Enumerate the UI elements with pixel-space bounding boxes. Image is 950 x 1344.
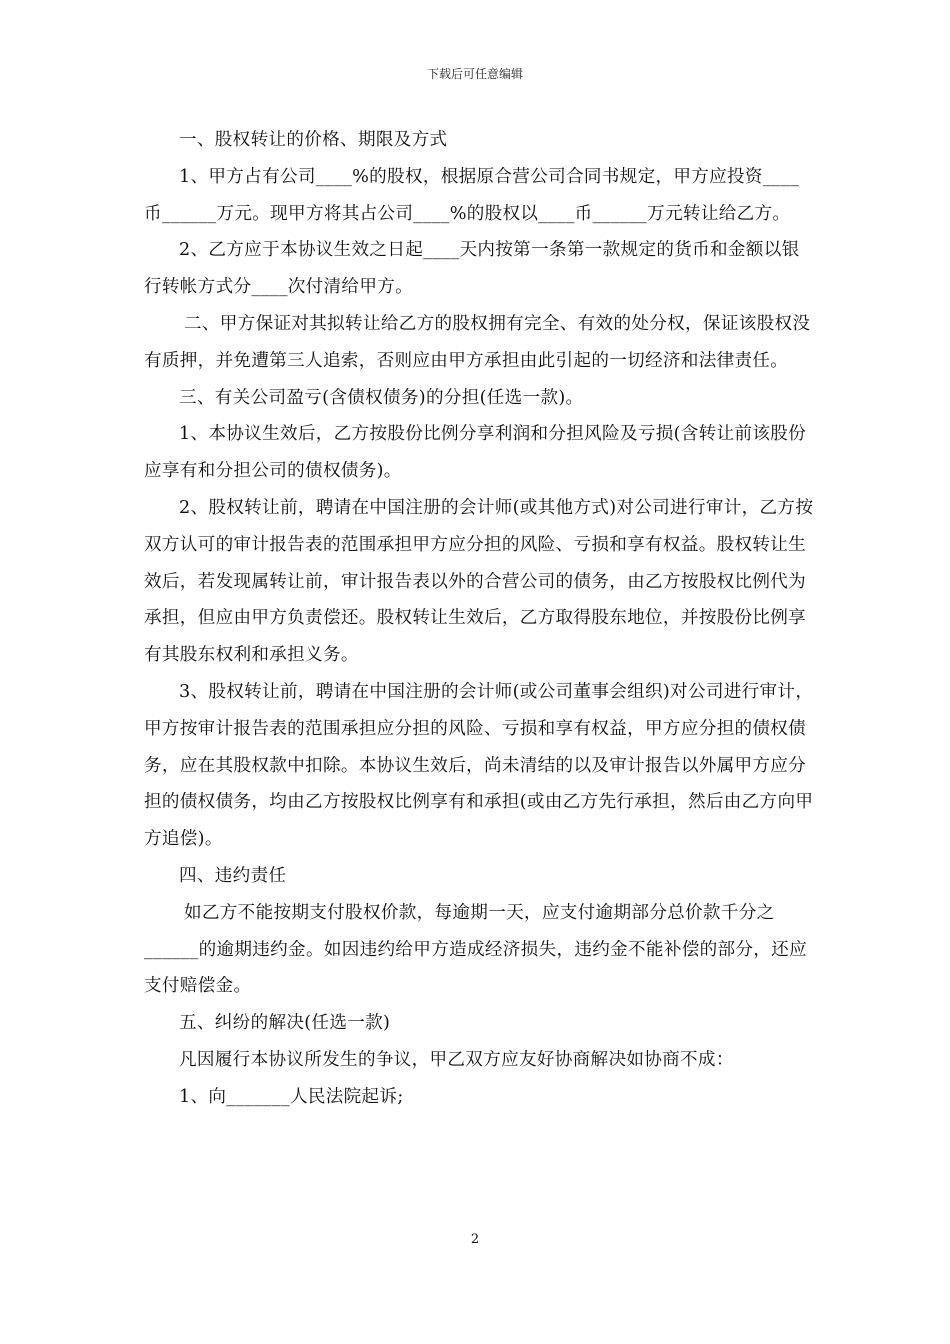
section-heading-liability: 四、违约责任: [179, 865, 287, 886]
clause-paragraph: 1、本协议生效后，乙方按股份比例分享利润和分担风险及亏损(含转让前该股份应享有和分担公司的债权债务)。: [144, 424, 807, 482]
section-paragraph-guarantee: 二、甲方保证对其拟转让给乙方的股权拥有完全、有效的处分权，保证该股权没有质押，并免遭第三人追索，否则应由甲方承担由此引起的一切经济和法律责任。: [144, 313, 811, 371]
clause-paragraph: 2、乙方应于本协议生效之日起____天内按第一条第一款规定的货币和金额以银行转帐方式分____次付清给甲方。: [144, 240, 800, 298]
clause-paragraph: 3、股权转让前，聘请在中国注册的会计师(或公司董事会组织)对公司进行审计，甲方按审计报告表的范围承担应分担的风险、亏损和享有权益，甲方应分担的债权债务，应在其股权款中扣除。本协议生效后，尚未清结的以及审计报告以外属甲方应分担的债权债务，均由乙方按股权比例享有和承担(或由乙方先行承担，然后由乙方向甲方追偿)。: [144, 681, 814, 850]
document-body: [144, 122, 816, 1116]
clause-paragraph: 1、向_______人民法院起诉;: [179, 1086, 404, 1107]
clause-paragraph: 如乙方不能按期支付股权价款，每逾期一天，应支付逾期部分总价款千分之______的逾期违约金。如因违约给甲方造成经济损失，违约金不能补偿的部分，还应支付赔偿金。: [144, 902, 807, 997]
section-heading-price: 一、股权转让的价格、期限及方式: [179, 130, 448, 150]
clause-paragraph: 2、股权转让前，聘请在中国注册的会计师(或其他方式)对公司进行审计，乙方按双方认可的审计报告表的范围承担甲方应分担的风险、亏损和享有权益。股权转让生效后，若发现属转让前，审计报告表以外的合营公司的债务，由乙方按股权比例代为承担，但应由甲方负责偿还。股权转让生效后，乙方取得股东地位，并按股份比例享有其股东权利和承担义务。: [144, 497, 814, 666]
page-number: 2: [470, 1232, 480, 1247]
clause-paragraph: 1、甲方占有公司____%的股权，根据原合营公司合同书规定，甲方应投资____币______万元。现甲方将其占公司____%的股权以____币______万元转让给乙方。: [144, 166, 800, 224]
clause-paragraph: 凡因履行本协议所发生的争议，甲乙双方应友好协商解决如协商不成：: [179, 1049, 734, 1070]
section-heading-profit-loss: 三、有关公司盈亏(含债权债务)的分担(任选一款)。: [179, 387, 584, 408]
section-heading-dispute: 五、纠纷的解决(任选一款): [179, 1013, 391, 1034]
page-header: 下载后可任意编辑: [426, 67, 523, 81]
